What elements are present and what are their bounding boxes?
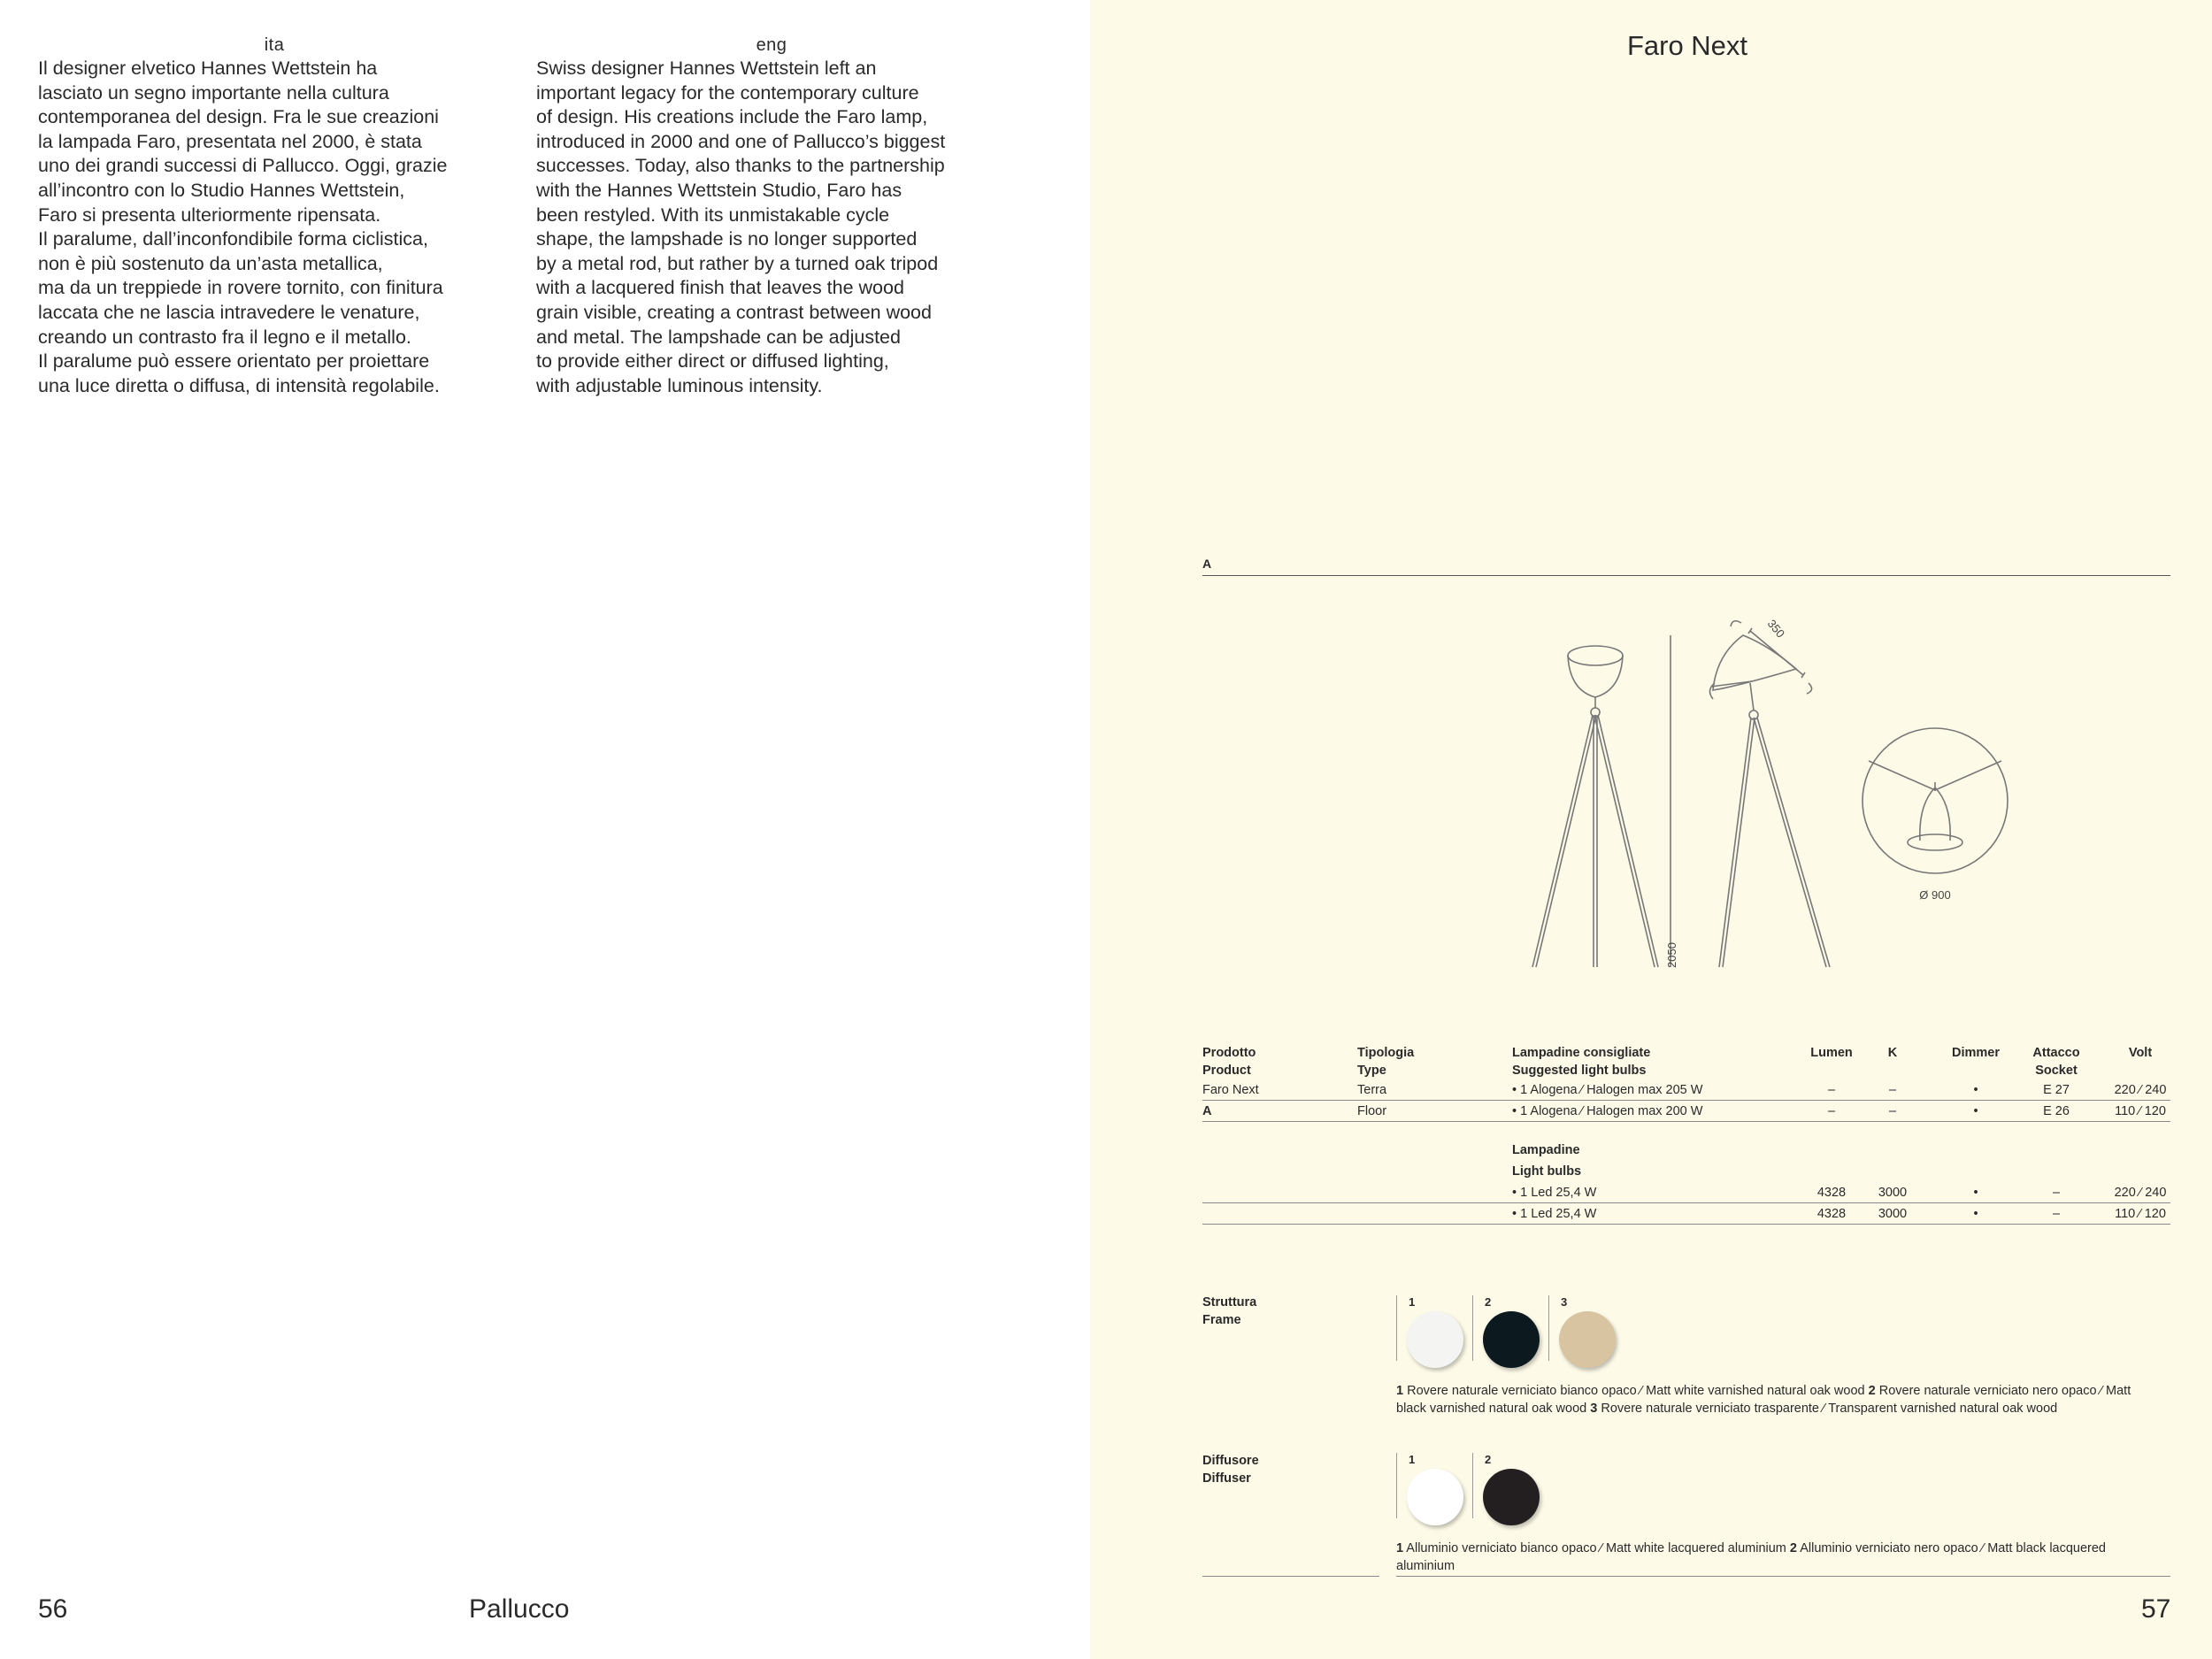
cell-product: Faro Next bbox=[1202, 1083, 1259, 1097]
page-number-left: 56 bbox=[38, 1594, 68, 1624]
desc-text: Rovere naturale verniciato nero opaco ⁄ Matt black varnished natural oak wood bbox=[1396, 1384, 2131, 1416]
cell-lumen: – bbox=[1827, 1104, 1836, 1118]
row-divider bbox=[1202, 1121, 2170, 1122]
table-header-row-en bbox=[1202, 1062, 2170, 1081]
cell-type: Terra bbox=[1357, 1083, 1387, 1097]
text-line: by a metal rod, but rather by a turned oak tripod bbox=[536, 252, 939, 274]
cell-volt: 110 ⁄ 120 bbox=[2115, 1104, 2166, 1118]
diffuser-swatches bbox=[1396, 1453, 1555, 1532]
cell-socket: E 26 bbox=[2043, 1104, 2070, 1118]
header-socket-en: Socket bbox=[2035, 1064, 2078, 1078]
header-volt: Volt bbox=[2128, 1046, 2153, 1060]
header-lumen: Lumen bbox=[1810, 1046, 1853, 1060]
frame-swatch-1[interactable] bbox=[1407, 1311, 1463, 1368]
header-bulbs-it: Lampadine consigliate bbox=[1512, 1046, 1651, 1060]
cell-dimmer: • bbox=[1973, 1207, 1978, 1221]
row-divider bbox=[1202, 1202, 2170, 1203]
text-line: ma da un treppiede in rovere tornito, con finitura bbox=[38, 277, 443, 299]
diffuser-swatch-2[interactable] bbox=[1483, 1469, 1540, 1525]
desc-number: 1 bbox=[1396, 1384, 1404, 1398]
cell-bulb: • 1 Led 25,4 W bbox=[1512, 1207, 1597, 1221]
side-shade bbox=[1709, 621, 1811, 710]
text-line: laccata che ne lascia intravedere le venature, bbox=[38, 301, 420, 323]
swatch-divider bbox=[1396, 1453, 1397, 1518]
technical-drawing bbox=[1504, 602, 2035, 973]
desc-text: Rovere naturale verniciato trasparente ⁄ Transparent varnished natural oak wood bbox=[1597, 1402, 2058, 1416]
ita-column-heading: ita bbox=[264, 35, 285, 55]
frame-label bbox=[1202, 1294, 1256, 1329]
header-type-en: Type bbox=[1357, 1064, 1386, 1078]
left-page bbox=[0, 0, 1090, 1659]
swatch-divider bbox=[1472, 1295, 1473, 1361]
row-divider bbox=[1202, 1224, 2170, 1225]
frame-swatch-2[interactable] bbox=[1483, 1311, 1540, 1368]
text-line: all’incontro con lo Studio Hannes Wettstein, bbox=[38, 179, 405, 201]
diffuser-swatch-1[interactable] bbox=[1407, 1469, 1463, 1525]
cell-k: – bbox=[1888, 1104, 1897, 1118]
header-bulbs-en: Suggested light bulbs bbox=[1512, 1064, 1647, 1078]
diffuser-label-en: Diffuser bbox=[1202, 1471, 1251, 1486]
led-heading-label-it: Lampadine bbox=[1512, 1143, 1580, 1157]
table-row bbox=[1202, 1102, 2170, 1141]
ita-description bbox=[38, 57, 448, 398]
text-line: shape, the lampshade is no longer supported bbox=[536, 228, 918, 250]
text-line: and metal. The lampshade can be adjusted bbox=[536, 326, 901, 348]
header-dimmer: Dimmer bbox=[1952, 1046, 2000, 1060]
header-k: K bbox=[1887, 1046, 1898, 1060]
text-line: lasciato un segno importante nella cultura bbox=[38, 81, 389, 104]
swatch-number: 2 bbox=[1485, 1295, 1492, 1309]
cell-lumen: – bbox=[1827, 1083, 1836, 1097]
front-shade bbox=[1568, 646, 1623, 708]
brand-name: Pallucco bbox=[469, 1594, 570, 1624]
product-title: Faro Next bbox=[1626, 30, 1748, 61]
swatch-number: 1 bbox=[1409, 1453, 1416, 1466]
frame-label-it: Struttura bbox=[1202, 1295, 1257, 1310]
top-view bbox=[1863, 728, 2008, 873]
text-line: with a lacquered finish that leaves the wood bbox=[536, 277, 904, 299]
text-line: Il paralume può essere orientato per proiettare bbox=[38, 350, 430, 373]
text-line: important legacy for the contemporary culture bbox=[536, 81, 919, 104]
table-row bbox=[1202, 1205, 2170, 1226]
text-line: Il designer elvetico Hannes Wettstein ha bbox=[38, 58, 378, 79]
desc-number: 2 bbox=[1789, 1541, 1797, 1555]
cell-socket: E 27 bbox=[2043, 1083, 2070, 1097]
eng-column-heading: eng bbox=[756, 35, 787, 55]
cell-lumen: 4328 bbox=[1816, 1186, 1847, 1200]
page-number-right: 57 bbox=[2141, 1594, 2171, 1624]
cell-volt: 220 ⁄ 240 bbox=[2114, 1083, 2167, 1097]
text-line: Swiss designer Hannes Wettstein left an bbox=[536, 58, 877, 79]
desc-number: 3 bbox=[1590, 1402, 1598, 1416]
desc-text: Alluminio verniciato nero opaco ⁄ Matt black lacquered aluminium bbox=[1396, 1541, 2106, 1573]
cell-k: 3000 bbox=[1878, 1186, 1908, 1200]
row-divider bbox=[1202, 1100, 2170, 1101]
text-line: creando un contrasto fra il legno e il metallo. bbox=[38, 326, 411, 348]
table-row bbox=[1202, 1081, 2170, 1102]
shade-dimension-label: 350 bbox=[1764, 617, 1788, 641]
spec-table bbox=[1202, 1044, 2170, 1226]
bottom-rule-right bbox=[1396, 1576, 2170, 1577]
led-heading-en bbox=[1202, 1163, 2170, 1184]
cell-volt: 220 ⁄ 240 bbox=[2114, 1186, 2167, 1200]
cell-lumen: 4328 bbox=[1816, 1207, 1847, 1221]
frame-swatch-3[interactable] bbox=[1559, 1311, 1616, 1368]
text-line: la lampada Faro, presentata nel 2000, è stata bbox=[38, 130, 422, 152]
desc-number: 1 bbox=[1396, 1541, 1404, 1555]
diffuser-description bbox=[1396, 1540, 2157, 1575]
text-line: with the Hannes Wettstein Studio, Faro has bbox=[536, 179, 902, 201]
text-line: of design. His creations include the Faro lamp, bbox=[536, 106, 928, 128]
text-line: been restyled. With its unmistakable cycle bbox=[536, 204, 890, 226]
cell-socket: – bbox=[2052, 1186, 2061, 1200]
diameter-dimension-label: Ø 900 bbox=[1919, 888, 1951, 902]
text-line: introduced in 2000 and one of Pallucco’s biggest bbox=[536, 130, 946, 152]
section-rule bbox=[1202, 575, 2170, 576]
swatch-divider bbox=[1472, 1453, 1473, 1518]
text-line: uno dei grandi successi di Pallucco. Oggi, grazie bbox=[38, 155, 448, 177]
header-product-en: Product bbox=[1202, 1064, 1251, 1078]
desc-number: 2 bbox=[1868, 1384, 1876, 1398]
swatch-number: 3 bbox=[1561, 1295, 1568, 1309]
cell-bulb: • 1 Alogena ⁄ Halogen max 200 W bbox=[1512, 1104, 1703, 1118]
led-heading-it bbox=[1202, 1141, 2170, 1163]
swatch-divider bbox=[1396, 1295, 1397, 1361]
swatch-number: 1 bbox=[1409, 1295, 1416, 1309]
swatch-number: 2 bbox=[1485, 1453, 1492, 1466]
desc-text: Alluminio verniciato bianco opaco ⁄ Matt white lacquered aluminium bbox=[1403, 1541, 1790, 1555]
cell-bulb: • 1 Led 25,4 W bbox=[1512, 1186, 1597, 1200]
table-header-row-it bbox=[1202, 1044, 2170, 1062]
cell-product: A bbox=[1202, 1104, 1212, 1118]
cell-socket: – bbox=[2052, 1207, 2061, 1221]
eng-description bbox=[536, 57, 945, 398]
text-line: Il paralume, dall’inconfondibile forma ciclistica, bbox=[38, 228, 428, 250]
cell-dimmer: • bbox=[1973, 1186, 1978, 1200]
table-row bbox=[1202, 1184, 2170, 1205]
text-line: grain visible, creating a contrast between wood bbox=[536, 301, 932, 323]
text-line: with adjustable luminous intensity. bbox=[536, 374, 823, 396]
text-line: non è più sostenuto da un’asta metallica, bbox=[38, 252, 383, 274]
bottom-rule-left bbox=[1202, 1576, 1379, 1577]
text-line: successes. Today, also thanks to the partnership bbox=[536, 155, 945, 177]
text-line: una luce diretta o diffusa, di intensità regolabile. bbox=[38, 374, 440, 396]
height-dimension-label: 2050 bbox=[1665, 942, 1678, 968]
variant-label: A bbox=[1202, 557, 1212, 571]
text-line: contemporanea del design. Fra le sue creazioni bbox=[38, 106, 439, 128]
text-line: Faro si presenta ulteriormente ripensata. bbox=[38, 204, 381, 226]
text-line: to provide either direct or diffused lighting, bbox=[536, 350, 889, 373]
front-tripod bbox=[1532, 708, 1658, 967]
frame-swatches bbox=[1396, 1295, 1626, 1375]
side-tripod bbox=[1719, 710, 1830, 967]
cell-k: – bbox=[1888, 1083, 1897, 1097]
led-heading-label-en: Light bulbs bbox=[1512, 1164, 1582, 1179]
diffuser-label-it: Diffusore bbox=[1202, 1454, 1259, 1468]
header-type-it: Tipologia bbox=[1357, 1046, 1415, 1060]
header-socket-it: Attacco bbox=[2032, 1046, 2080, 1060]
cell-volt: 110 ⁄ 120 bbox=[2115, 1207, 2166, 1221]
cell-k: 3000 bbox=[1878, 1207, 1908, 1221]
cell-bulb: • 1 Alogena ⁄ Halogen max 205 W bbox=[1512, 1083, 1703, 1097]
swatch-divider bbox=[1548, 1295, 1549, 1361]
frame-description bbox=[1396, 1382, 2157, 1417]
diffuser-label bbox=[1202, 1452, 1259, 1487]
cell-dimmer: • bbox=[1973, 1104, 1978, 1118]
header-product-it: Prodotto bbox=[1202, 1046, 1256, 1060]
frame-label-en: Frame bbox=[1202, 1313, 1241, 1327]
cell-type: Floor bbox=[1357, 1104, 1387, 1118]
desc-text: Rovere naturale verniciato bianco opaco ⁄ Matt white varnished natural oak wood bbox=[1403, 1384, 1869, 1398]
cell-dimmer: • bbox=[1973, 1083, 1978, 1097]
